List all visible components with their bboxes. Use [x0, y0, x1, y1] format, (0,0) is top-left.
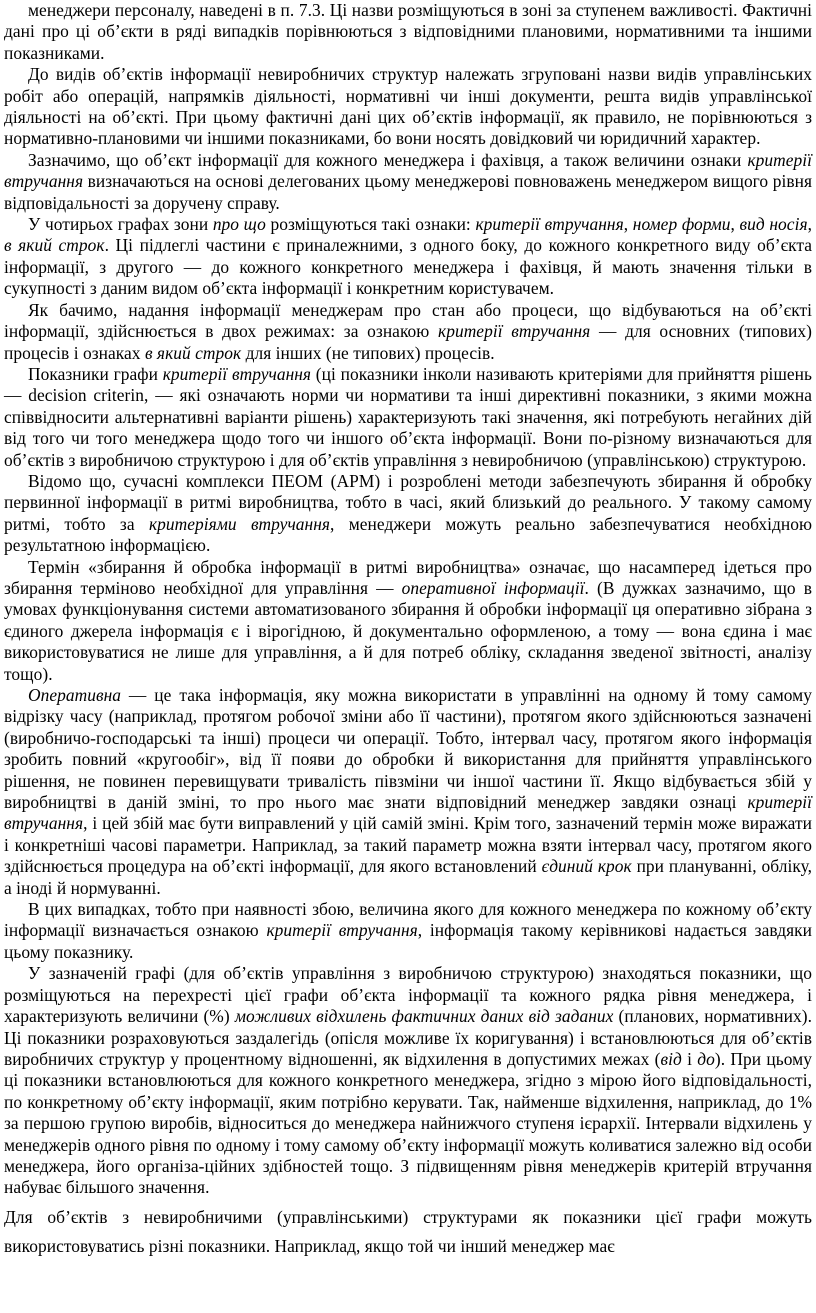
italic-term: в який строк [4, 235, 105, 256]
text-run: До видів об’єктів інформації невиробничих структур належать згруповані назви видів управлінських робіт або операцій, напрямків діяльності, нормативні чи інші документи, решта видів управлінської діяльності на об’єкті. При цьому фактичні дані цих об’єктів інформації, як правило, не порівнюються з нормативно-плановими чи іншими показниками, бо вони носять довідковий чи юридичний характер. [4, 64, 812, 149]
italic-term: про що [212, 214, 266, 235]
text-run: , інформація такому керівникові надається завдяки цьому показнику. [4, 920, 812, 962]
italic-term: критерії втручання [162, 363, 312, 384]
text-run: розміщуються такі ознаки: [265, 214, 476, 235]
text-run: — це така інформація, яку можна використати в управлінні на одному й тому самому відрізку часу (наприклад, протягом робочої зміни або її частини), протягом якого здійснюються зазначені (виробничо-господарські та інші) процеси чи операції. Тобто, інтервал часу, протягом якого інформація зробить повний «кругообіг», від її появи до обробки й використання для прийняття управлінського рішення, не повинен перевищувати тривалість півзміни чи іншої частини її. Якщо відбувається збій у виробництві в даній зміні, то про нього має знати відповідний менеджер завдяки ознаці [4, 685, 812, 813]
paragraph [4, 557, 812, 685]
text-run: У чотирьох графах зони [28, 214, 213, 235]
italic-term: єдиний крок [541, 856, 632, 877]
text-run: при плануванні, обліку, а іноді й нормуванні. [4, 856, 813, 898]
paragraph [4, 685, 812, 899]
italic-term: в який строк [144, 342, 242, 363]
text-run: Відомо що, сучасні комплекси ПЕОМ (АРМ) і розроблені методи забезпечують збирання й обробку первинної інформації в ритмі виробництва, тобто в часі, який близький до реального. У такому самому ритмі, тобто за [4, 470, 812, 534]
text-run: ). При цьому ці показники встановлюються для кожного конкретного менеджера, згідно з мірою його відповідальності, по конкретному об’єкту інформації, яким потрібно керувати. Так, найменше відхилення, наприклад, до 1% за першою групою виробів, відноситься до менеджера найнижчого ступеня ієрархії. Інтервали відхилень у менеджерів одного рівня по одному і тому самому об’єкту інформації можуть коливатися залежно від особи менеджера, його організа-ційних здібностей тощо. З підвищенням рівня менеджерів критерій втручання набуває більшого значення. [4, 1048, 812, 1198]
italic-term: оперативної інформації [401, 577, 585, 598]
text-run: менеджери персоналу, наведені в п. 7.3. Ці назви розміщуються в зоні за ступенем важливості. Фактичні дані про ці об’єкти в ряді випадків порівнюються з відповідними плановими, нормативними та іншими показниками. [4, 0, 812, 63]
text-run: Для об’єктів з невиробничими (управлінськими) структурами як показники цієї графи можуть використовуватись різні показники. Наприклад, якщо той чи інший менеджер має [4, 1206, 812, 1256]
italic-term: критерії втручання [475, 214, 624, 235]
italic-term: можливих відхилень фактичних даних від заданих [234, 1006, 614, 1027]
paragraph [4, 471, 812, 557]
text-run: В цих випадках, тобто при наявності збою, величина якого для кожного менеджера по кожному об’єкту інформації визначається ознакою [4, 899, 812, 941]
text-run: , менеджери можуть реально забезпечуватися необхідною результатною інформацією. [4, 513, 813, 556]
document-page [4, 0, 812, 1261]
italic-term: критерії втручання [4, 792, 812, 834]
text-run: Показники графи [28, 363, 163, 384]
text-run: У зазначеній графі (для об’єктів управління з виробничою структурою) знаходяться показники, що розміщуються на перехресті цієї графи об’єкта інформації та кожного рядка рівня менеджера, і характеризують величини (%) [4, 963, 812, 1027]
italic-term: критерії втручання [266, 920, 418, 941]
text-run: для інших (не типових) процесів. [241, 342, 495, 363]
text-run: визначаються на основі делегованих цьому менеджерові повноважень менеджером вищого рівня відповідальності за доручену справу. [4, 171, 812, 213]
text-run: Термін «збирання й обробка інформації в ритмі виробництва» означає, що насамперед ідеться про збирання терміново необхідної для управління — [4, 556, 812, 598]
paragraph [4, 300, 812, 364]
text-run: . (В дужках зазначимо, що в умовах функціонування системи автоматизованого збирання й обробки інформації ця оперативно зібрана з єдиного джерела інформація є і вірогідною, й документально оформленою, а тому — вона єдина і має використовуватися не лише для управління, а й для потреб обліку, складання зведеної звітності, аналізу тощо). [4, 577, 812, 684]
text-run: , [807, 214, 812, 235]
text-run: (планових, нормативних). Ці показники розраховуються заздалегідь (опісля можливе їх коригування) і встановлюються для об’єктів виробничих структур у процентному відношенні, як відхилення в допустимих межах ( [4, 1006, 812, 1069]
text-run: , і цей збій має бути виправлений у цій самій зміні. Крім того, зазначений термін може виражати і конкретніші часові параметри. Наприклад, за такий параметр можна взяти інтервал часу, протягом якого здійснюється процедура на об’єкті інформації, для якого встановлений [4, 813, 812, 877]
paragraph [4, 1203, 812, 1261]
paragraph [4, 150, 812, 214]
italic-term: критеріями втручання [148, 513, 331, 534]
italic-term: критерії втручання [438, 321, 591, 342]
paragraph [4, 0, 812, 64]
text-run: — для основних (типових) процесів і ознаках [4, 321, 812, 363]
text-run: Як бачимо, надання інформації менеджерам про стан або процеси, що відбуваються на об’єкті інформації, здійснюється в двох режимах: за ознакою [4, 299, 812, 342]
paragraph [4, 64, 812, 150]
italic-term: критерії втручання [4, 149, 812, 192]
paragraph [4, 963, 812, 1198]
italic-term: номер форми [632, 214, 731, 235]
text-run: , [623, 214, 633, 235]
paragraph [4, 899, 812, 963]
paragraph [4, 364, 812, 471]
text-run: . Ці підлеглі частини є приналежними, з одного боку, до кожного конкретного виду об’єкта інформації, з другого — до кожного конкретного менеджера і фахівця, й мають значення тільки в сукупності з даним видом об’єкта інформації і конкретним користувачем. [4, 235, 812, 299]
text-run: і [681, 1048, 698, 1069]
paragraph [4, 214, 812, 300]
text-run: (ці показники інколи називають критеріями для прийняття рішень — decision criterin, — які означають норми чи нормативи та інші директивні показники, з якими можна співвідносити альтернативні варіанти рішень) характеризують такі значення, які потребують негайних дій від того чи того менеджера щодо того чи іншого об’єкта інформації. Вони по-різному визначаються для об’єктів з виробничою структурою і для об’єктів управління з невиробничою (управлінською) структурою. [4, 363, 812, 470]
italic-term: до [697, 1048, 715, 1069]
text-run: Зазначимо, що об’єкт інформації для кожного менеджера і фахівця, а також величини ознаки [28, 149, 748, 170]
italic-term: Оперативна [28, 685, 121, 705]
italic-term: від [660, 1048, 682, 1069]
text-run: , [730, 214, 740, 235]
italic-term: вид носія [739, 214, 808, 235]
